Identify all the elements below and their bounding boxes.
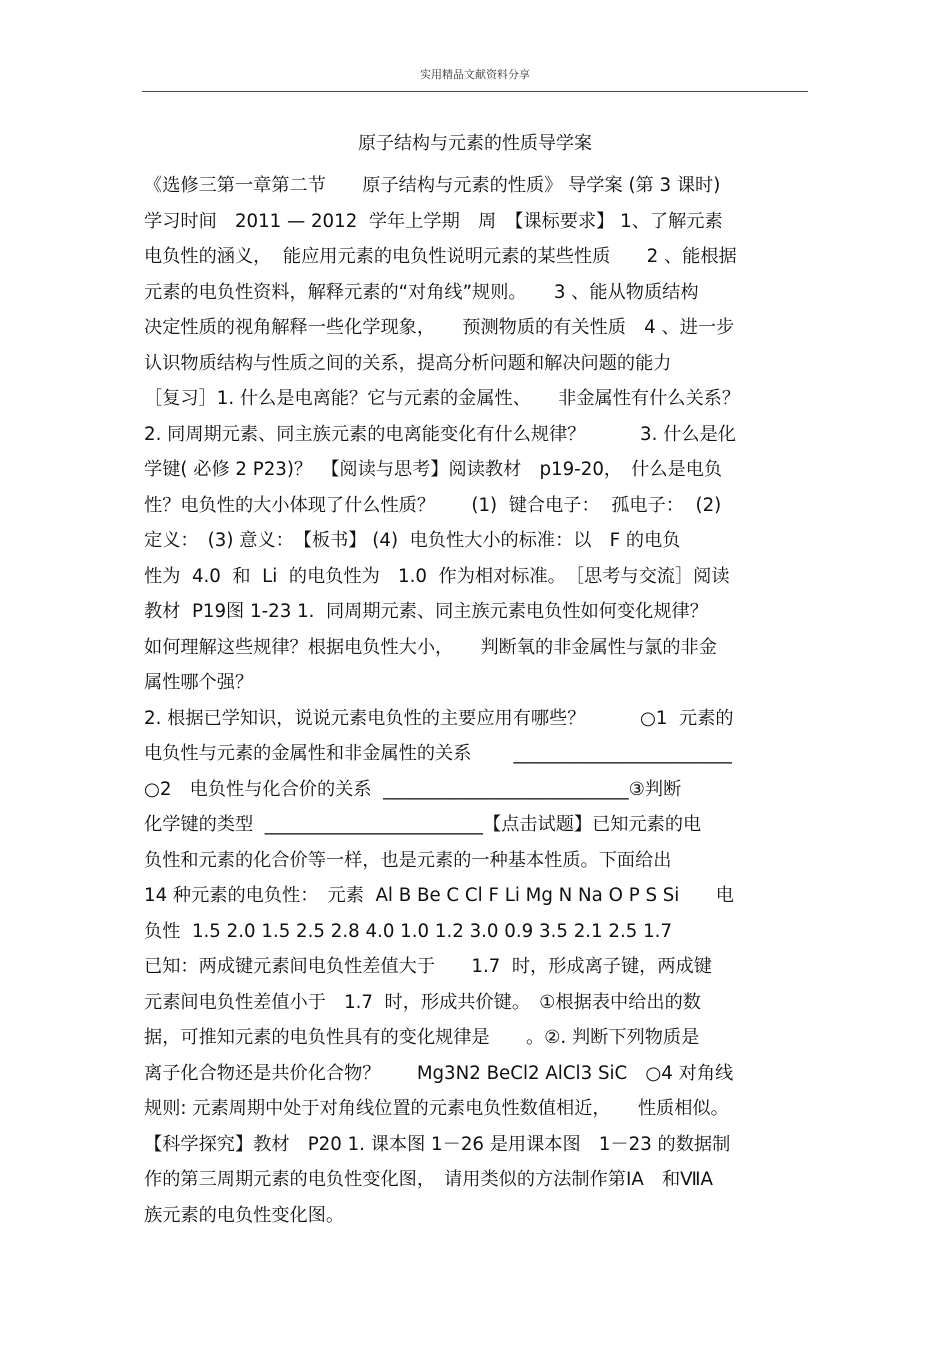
- body-line: 14 种元素的电负性： 元素 Al B Be C Cl F Li Mg N Na O P S Si 电: [144, 885, 734, 906]
- body-line: 性为 4.0 和 Li 的电负性为 1.0 作为相对标准。 ［思考与交流］阅读: [144, 565, 730, 587]
- body-line: 学键( 必修 2 P23)？ 【阅读与思考】阅读教材 p19-20， 什么是电负: [144, 459, 723, 480]
- body-line: 定义： (3) 意义： 【板书】 (4) 电负性大小的标准：以 F 的电负: [144, 530, 681, 551]
- body-line: 性？电负性的大小体现了什么性质？ (1) 键合电子： 孤电子： (2): [144, 494, 722, 516]
- body-line: 2. 根据已学知识，说说元素电负性的主要应用有哪些？ ○1 元素的: [144, 707, 734, 729]
- body-line: 教材 P19图 1-23 1. 同周期元素、同主族元素电负性如何变化规律？: [144, 601, 708, 622]
- body-line: 电负性与元素的金属性和非金属性的关系 ________________________: [144, 743, 732, 764]
- body-line: 负性 1.5 2.0 1.5 2.5 2.8 4.0 1.0 1.2 3.0 0.9 3.5 2.1 2.5 1.7: [144, 920, 673, 942]
- body-line: 2. 同周期元素、同主族元素的电离能变化有什么规律？ 3. 什么是化: [144, 423, 736, 445]
- body-line: 《选修三第一章第二节 原子结构与元素的性质》 导学案 (第 3 课时): [144, 175, 721, 196]
- body-line: 属性哪个强？: [144, 672, 254, 693]
- body-line: 元素的电负性资料，解释元素的“对角线”规则。 3 、能从物质结构: [144, 281, 699, 303]
- body-line: 已知：两成键元素间电负性差值大于 1.7 时，形成离子键，两成键: [144, 956, 712, 977]
- body-line: 负性和元素的化合价等一样，也是元素的一种基本性质。下面给出: [144, 849, 672, 871]
- body-line: 如何理解这些规律？根据电负性大小， 判断氧的非金属性与氯的非金: [144, 636, 717, 658]
- body-line: 电负性的涵义， 能应用元素的电负性说明元素的某些性质 2 、能根据: [144, 246, 737, 267]
- header-divider: [142, 91, 808, 92]
- document-body: [144, 168, 812, 1233]
- body-line: 认识物质结构与性质之间的关系，提高分析问题和解决问题的能力: [144, 352, 672, 374]
- body-line: 【科学探究】教材 P20 1. 课本图 1－26 是用课本图 1－23 的数据制: [144, 1133, 731, 1155]
- body-line: 族元素的电负性变化图。: [144, 1204, 345, 1226]
- body-line: 学习时间 2011 — 2012 学年上学期 周 【课标要求】 1、了解元素: [144, 210, 723, 232]
- body-line: 决定性质的视角解释一些化学现象， 预测物质的有关性质 4 、进一步: [144, 317, 735, 338]
- body-line: 据，可推知元素的电负性具有的变化规律是 。②. 判断下列物质是: [144, 1027, 700, 1048]
- body-line: ［复习］1. 什么是电离能？它与元素的金属性、 非金属性有什么关系？: [144, 388, 741, 409]
- body-line: ○2 电负性与化合价的关系 ___________________________③判断: [144, 778, 682, 800]
- body-line: 作的第三周期元素的电负性变化图， 请用类似的方法制作第ⅠA 和ⅦA: [144, 1169, 713, 1190]
- document-title: 原子结构与元素的性质导学案: [358, 133, 592, 154]
- body-line: 化学键的类型 ________________________【点击试题】已知元素的电: [144, 814, 702, 835]
- running-header: 实用精品文献资料分享: [420, 68, 530, 81]
- body-line: 元素间电负性差值小于 1.7 时，形成共价键。 ①根据表中给出的数: [144, 991, 701, 1013]
- body-line: 离子化合物还是共价化合物？ Mg3N2 BeCl2 AlCl3 SiC ○4 对角线: [144, 1062, 734, 1084]
- body-line: 规则: 元素周期中处于对角线位置的元素电负性数值相近， 性质相似。: [144, 1098, 729, 1119]
